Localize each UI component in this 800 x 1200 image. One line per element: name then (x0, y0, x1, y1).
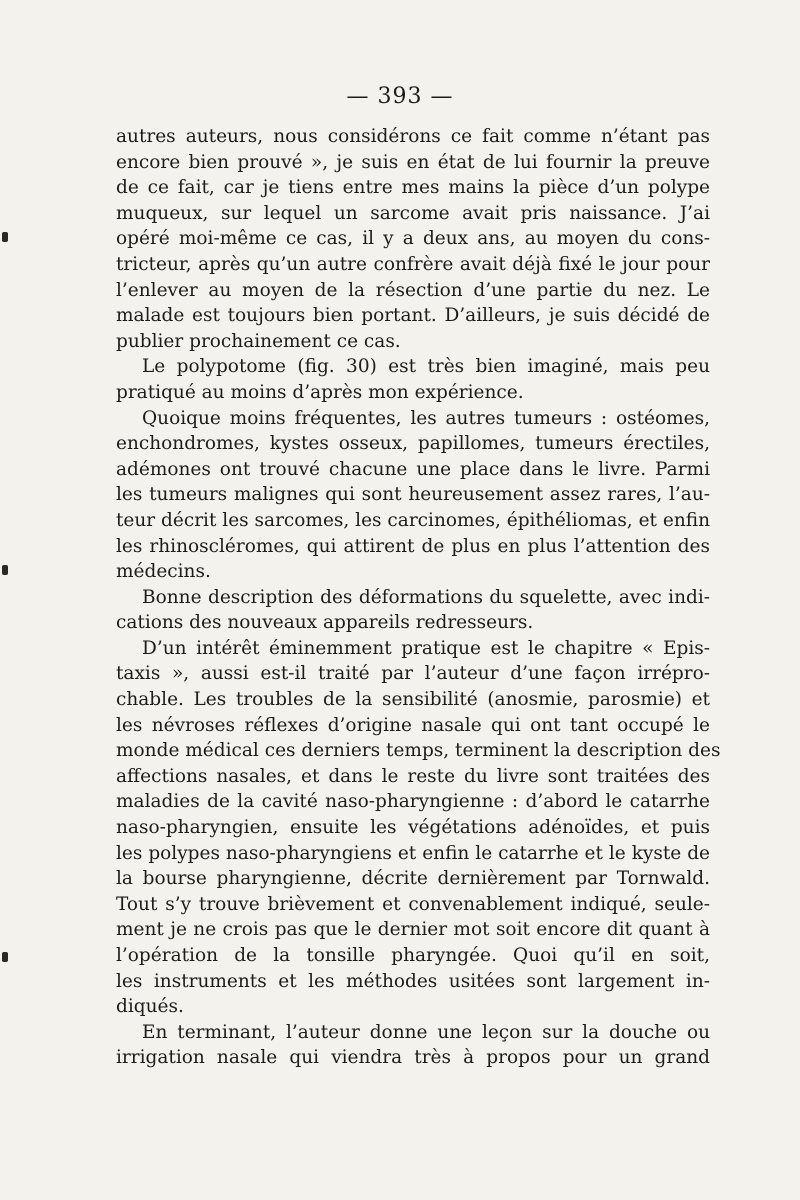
text-line: encore bien prouvé », je suis en état de lui fournir la preuve (116, 151, 710, 173)
text-line: enchondromes, kystes osseux, papillomes, tumeurs érectiles, (116, 433, 710, 455)
text-line: de ce fait, car je tiens entre mes mains la pièce d’un polype (116, 177, 710, 199)
text-line: teur décrit les sarcomes, les carcinomes, épithéliomas, et enfin (116, 509, 710, 531)
text-line: les névroses réflexes d’origine nasale qui ont tant occupé le (116, 714, 710, 736)
text-line: les rhinoscléromes, qui attirent de plus en plus l’attention des (116, 535, 710, 557)
text-line: la bourse pharyngienne, décrite dernièrement par Tornwald. (116, 868, 710, 890)
body-text (116, 124, 721, 1071)
text-line: les polypes naso-pharyngiens et enfin le catarrhe et le kyste de (116, 842, 710, 864)
text-line: naso-pharyngien, ensuite les végétations adénoïdes, et puis (116, 817, 710, 839)
text-line: cations des nouveaux appareils redresseurs. (116, 612, 534, 634)
text-line: maladies de la cavité naso-pharyngienne : d’abord le catarrhe (116, 791, 710, 813)
text-line: l’enlever au moyen de la résection d’une partie du nez. Le (116, 279, 710, 301)
margin-mark (2, 232, 8, 242)
margin-mark (2, 952, 8, 962)
text-line: Bonne description des déformations du squelette, avec indi- (142, 586, 710, 608)
text-line: chable. Les troubles de la sensibilité (anosmie, parosmie) et (116, 689, 710, 711)
text-line: muqueux, sur lequel un sarcome avait pris naissance. J’ai (116, 202, 710, 224)
text-line: pratiqué au moins d’après mon expérience. (116, 381, 524, 403)
text-line: tricteur, après qu’un autre confrère avait déjà fixé le jour pour (116, 253, 710, 275)
text-line: Tout s’y trouve brièvement et convenablement indiqué, seule- (116, 893, 710, 915)
text-line: l’opération de la tonsille pharyngée. Quoi qu’il en soit, (116, 945, 710, 966)
text-line: D’un intérêt éminemment pratique est le chapitre « Epis- (142, 637, 710, 659)
text-line: taxis », aussi est-il traité par l’auteur d’une façon irrépro- (116, 663, 710, 685)
text-line: les instruments et les méthodes usitées sont largement in- (116, 970, 710, 992)
text-line: En terminant, l’auteur donne une leçon sur la douche ou (142, 1021, 710, 1043)
text-line: irrigation nasale qui viendra très à propos pour un grand (116, 1047, 710, 1069)
page-number: — 393 — (346, 84, 454, 109)
text-line: Quoique moins fréquentes, les autres tumeurs : ostéomes, (142, 407, 710, 429)
text-line: ment je ne crois pas que le dernier mot soit encore dit quant à (116, 919, 710, 941)
text-line: diqués. (116, 996, 184, 1018)
text-line: publier prochainement ce cas. (116, 330, 401, 352)
text-line: malade est toujours bien portant. D’ailleurs, je suis décidé de (116, 305, 710, 327)
text-line: médecins. (116, 561, 211, 583)
text-line: Le polypotome (fig. 30) est très bien imaginé, mais peu (142, 356, 710, 378)
margin-mark (2, 565, 8, 575)
text-line: opéré moi-même ce cas, il y a deux ans, au moyen du cons- (116, 228, 710, 250)
text-line: affections nasales, et dans le reste du livre sont traitées des (116, 765, 710, 787)
text-line: adémones ont trouvé chacune une place dans le livre. Parmi (116, 458, 710, 480)
text-line: monde médical ces derniers temps, terminent la description des (116, 740, 721, 762)
text-line: les tumeurs malignes qui sont heureusement assez rares, l’au- (116, 484, 710, 506)
text-line: autres auteurs, nous considérons ce fait comme n’étant pas (116, 126, 710, 147)
